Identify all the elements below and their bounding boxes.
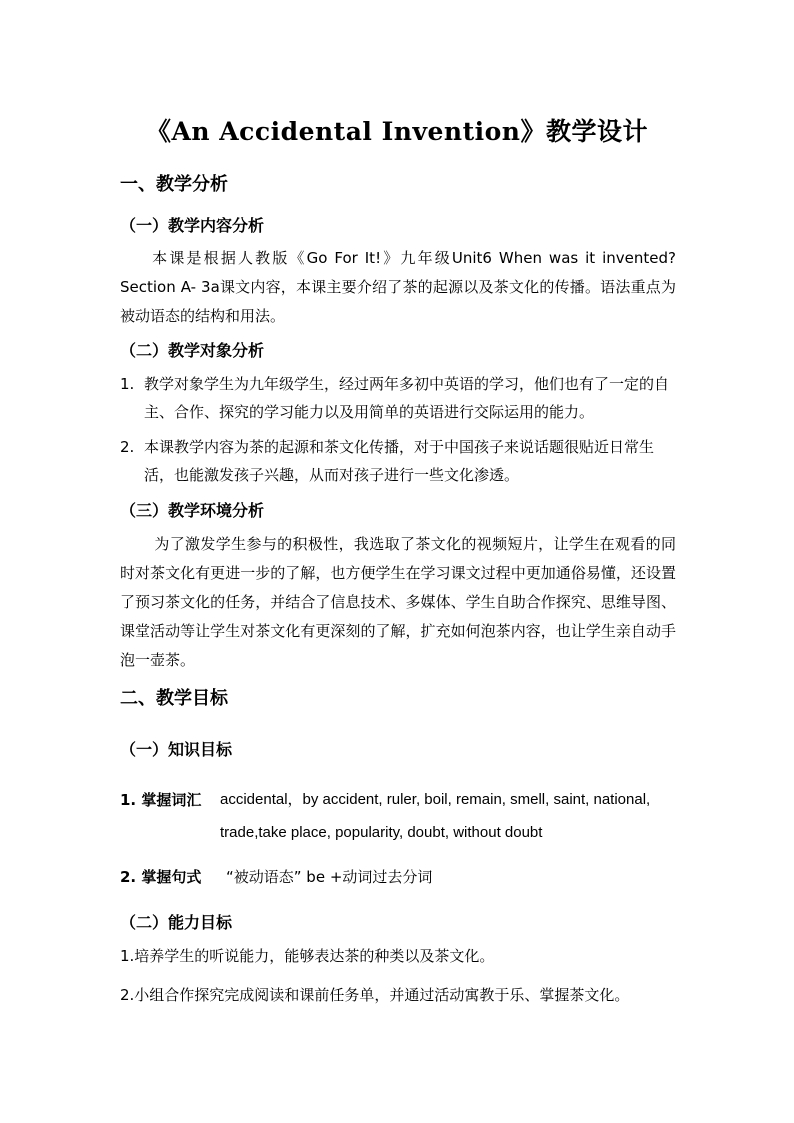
section-heading-analysis: 一、教学分析	[120, 174, 228, 195]
list-item-number: 2.	[120, 438, 135, 456]
paragraph-text: 为了激发学生参与的积极性，我选取了茶文化的视频短片，让学生在观看的同时对茶文化有更进一步的了解，也方便学生在学习课文过程中更加通俗易懂，还设置了预习茶文化的任务，并结合了信息技术、多媒体、学生自助合作探究、思维导图、课堂活动等让学生对茶文化有更深刻的了解，扩充如何泡茶内容，也让学生亲自动手泡一壶茶。	[120, 535, 676, 669]
ability-item-2: 2.小组合作探究完成阅读和课前任务单，并通过活动寓教于乐、掌握茶文化。	[120, 986, 630, 1004]
pattern-label	[120, 866, 201, 887]
list-item	[120, 370, 676, 426]
list-item-text: 教学对象学生为九年级学生，经过两年多初中英语的学习，他们也有了一定的自主、合作、探究的学习能力以及用简单的英语进行交际运用的能力。	[144, 375, 670, 421]
paragraph-content-analysis	[120, 244, 676, 331]
paragraph-environment-analysis	[120, 530, 676, 675]
document-title: 《An Accidental Invention》教学设计	[145, 117, 648, 146]
paragraph-text: 本课是根据人教版《Go For It!》九年级Unit6 When was it invented? Section A- 3a课文内容，本课主要介绍了茶的起源以及茶文化的传播。语法重点为被动语态的结构和用法。	[120, 249, 676, 325]
subheading-environment-analysis: （三）教学环境分析	[120, 501, 265, 520]
subheading-content-analysis: （一）教学内容分析	[120, 216, 265, 235]
list-item	[120, 433, 676, 489]
vocab-label	[120, 789, 201, 810]
subheading-ability-objectives: （二）能力目标	[120, 913, 233, 932]
section-heading-objectives: 二、教学目标	[120, 688, 228, 709]
ability-item-1: 1.培养学生的听说能力，能够表达茶的种类以及茶文化。	[120, 947, 495, 965]
pattern-label-text: 2. 掌握句式	[120, 868, 202, 886]
vocab-label-text: 1. 掌握词汇	[120, 791, 202, 809]
list-item-number: 1.	[120, 375, 135, 393]
subheading-audience-analysis: （二）教学对象分析	[120, 341, 265, 360]
pattern-text: “被动语态” be +动词过去分词	[226, 868, 433, 886]
vocab-list: accidental，by accident, ruler, boil, remain, smell, saint, national, trade,take place, popularity, doubt, without doubt	[220, 791, 651, 841]
list-item-text: 本课教学内容为茶的起源和茶文化传播，对于中国孩子来说话题很贴近日常生活，也能激发孩子兴趣，从而对孩子进行一些文化渗透。	[144, 438, 655, 484]
subheading-knowledge-objectives: （一）知识目标	[120, 740, 233, 759]
